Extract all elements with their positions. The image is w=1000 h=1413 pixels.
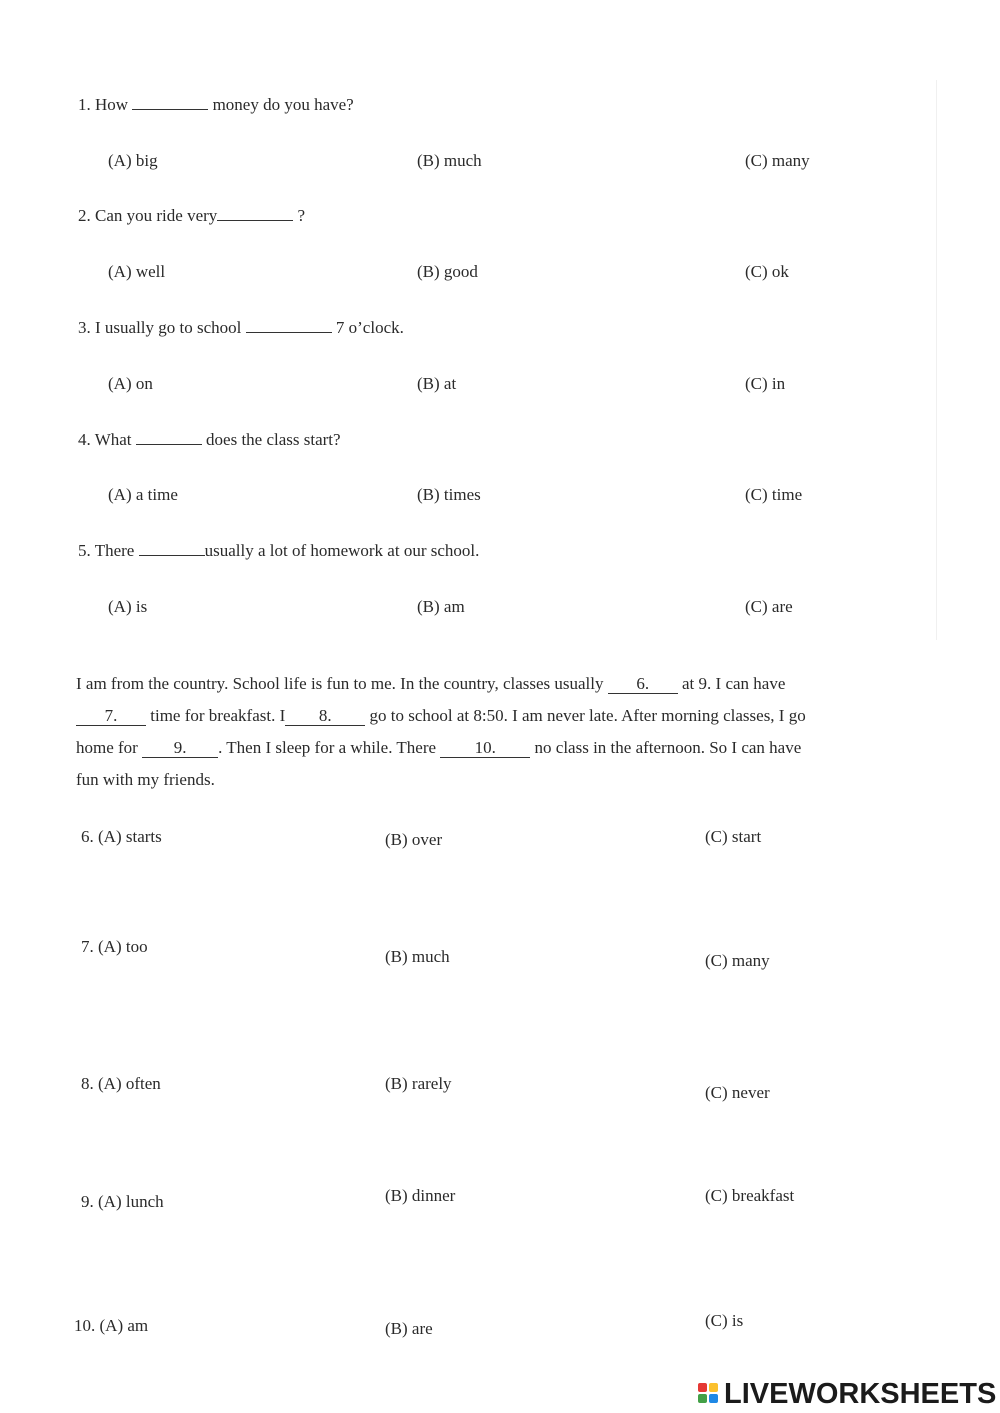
passage-text: no class in the afternoon. So I can have (534, 738, 802, 757)
question-text: 7 o’clock. (335, 318, 404, 337)
option-b[interactable]: (B) much (417, 151, 482, 170)
option-a[interactable]: (A) a time (108, 485, 178, 504)
item-6-option-b[interactable]: (B) over (385, 830, 443, 849)
question-text: What (94, 430, 132, 449)
item-10-option-a[interactable]: 10. (A) am (74, 1316, 149, 1335)
question-text: does the class start? (206, 430, 341, 449)
answer-blank[interactable] (139, 541, 205, 556)
item-9-option-c[interactable]: (C) breakfast (705, 1186, 795, 1205)
item-7-option-c[interactable]: (C) many (705, 951, 770, 970)
item-6-option-a[interactable]: 6. (A) starts (81, 827, 162, 846)
item-10-option-c[interactable]: (C) is (705, 1311, 744, 1330)
item-9-option-a[interactable]: 9. (A) lunch (81, 1192, 164, 1211)
question-3 (78, 317, 404, 339)
item-9-option-b[interactable]: (B) dinner (385, 1186, 456, 1205)
question-number: 5. (78, 541, 91, 560)
option-a[interactable]: (A) is (108, 597, 148, 616)
question-text: Can you ride very (95, 206, 218, 225)
question-number: 3. (78, 318, 91, 337)
item-7-option-a[interactable]: 7. (A) too (81, 937, 148, 956)
option-c[interactable]: (C) ok (745, 262, 789, 281)
answer-blank[interactable] (132, 95, 208, 110)
option-c[interactable]: (C) many (745, 151, 810, 170)
passage-text: at 9. I can have (682, 674, 786, 693)
option-b[interactable]: (B) good (417, 262, 478, 281)
question-text: ? (297, 206, 306, 225)
passage-blank-8[interactable]: 8. (285, 707, 365, 726)
passage-line-4: fun with my friends. (76, 770, 215, 789)
item-10-option-b[interactable]: (B) are (385, 1319, 433, 1338)
logo-text: LIVEWORKSHEETS (724, 1377, 997, 1410)
option-a[interactable]: (A) on (108, 374, 153, 393)
passage-blank-7[interactable]: 7. (76, 707, 146, 726)
answer-blank[interactable] (246, 318, 332, 333)
question-text: There (94, 541, 135, 560)
option-c[interactable]: (C) in (745, 374, 786, 393)
answer-blank[interactable] (136, 430, 202, 445)
option-b[interactable]: (B) at (417, 374, 457, 393)
item-8-option-b[interactable]: (B) rarely (385, 1074, 452, 1093)
question-1 (78, 94, 354, 116)
question-2 (78, 205, 305, 227)
answer-blank[interactable] (217, 206, 293, 221)
page-edge-shadow (936, 80, 937, 640)
item-6-option-c[interactable]: (C) start (705, 827, 762, 846)
option-a[interactable]: (A) big (108, 151, 158, 170)
passage-line-1 (76, 668, 926, 700)
item-8-option-c[interactable]: (C) never (705, 1083, 770, 1102)
passage-text: I am from the country. School life is fun to me. In the country, classes usually (76, 674, 604, 693)
question-number: 2. (78, 206, 91, 225)
option-c[interactable]: (C) time (745, 485, 803, 504)
passage-text: . Then I sleep for a while. There (218, 738, 437, 757)
question-text: How (95, 95, 129, 114)
item-8-option-a[interactable]: 8. (A) often (81, 1074, 161, 1093)
question-text: I usually go to school (95, 318, 242, 337)
passage-text: time for breakfast. I (150, 706, 286, 725)
reading-passage (76, 668, 926, 796)
liveworksheets-logo (698, 1378, 996, 1410)
passage-line-2 (76, 700, 926, 732)
item-7-option-b[interactable]: (B) much (385, 947, 450, 966)
question-4 (78, 429, 341, 451)
question-number: 4. (78, 430, 91, 449)
passage-text: go to school at 8:50. I am never late. After morning classes, I go (369, 706, 806, 725)
passage-text: home for (76, 738, 138, 757)
logo-mark-icon (698, 1383, 720, 1405)
option-a[interactable]: (A) well (108, 262, 166, 281)
question-text: usually a lot of homework at our school. (204, 541, 480, 560)
option-b[interactable]: (B) times (417, 485, 481, 504)
passage-blank-9[interactable]: 9. (142, 739, 218, 758)
passage-blank-10[interactable]: 10. (440, 739, 530, 758)
question-text: money do you have? (212, 95, 354, 114)
option-b[interactable]: (B) am (417, 597, 465, 616)
option-c[interactable]: (C) are (745, 597, 793, 616)
question-number: 1. (78, 95, 91, 114)
passage-blank-6[interactable]: 6. (608, 675, 678, 694)
question-5 (78, 540, 479, 562)
passage-line-3 (76, 732, 926, 764)
